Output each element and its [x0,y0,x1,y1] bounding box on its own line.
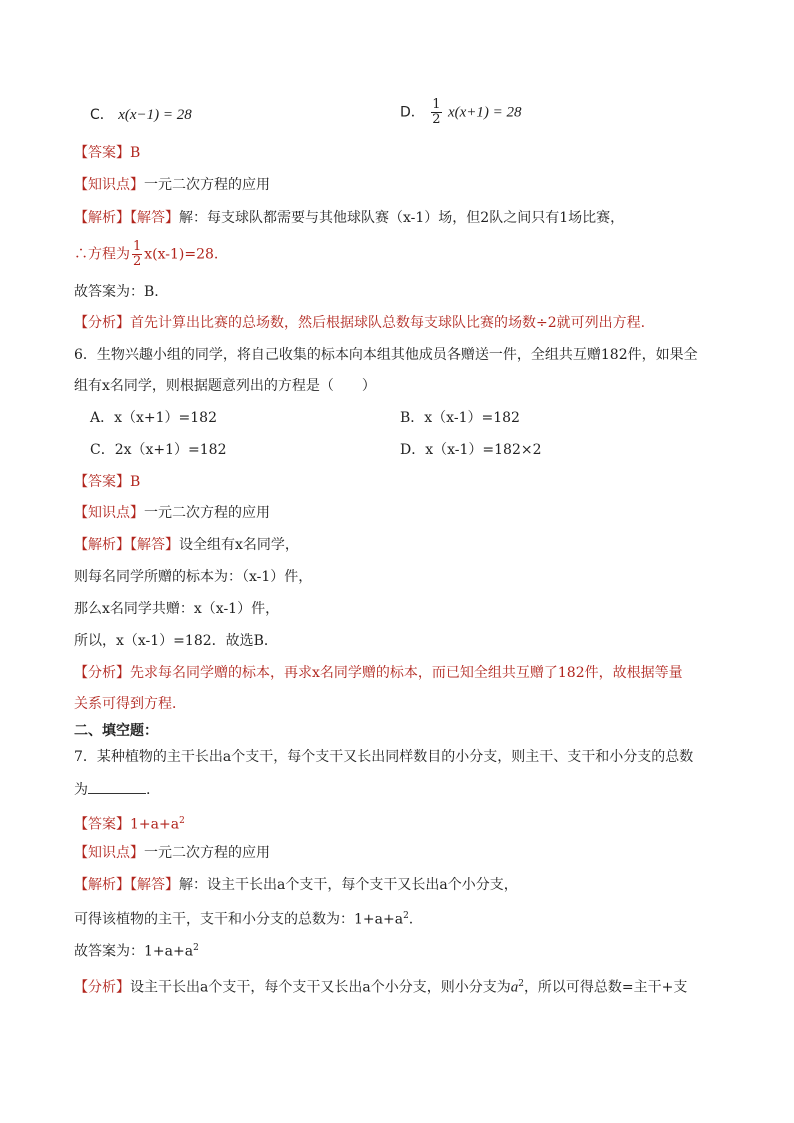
knowledge-tag: 【知识点】 [74,845,144,861]
summary-text: ，所以可得总数=主干+支 [523,979,688,996]
answer-value: 1+a+a [130,816,180,833]
stem-text: 7．某种植物的主干长出a个支干，每个支干又长出同样数目的小分支，则主干、支干和小分支的总数 [74,749,694,765]
analysis-tag: 【解析】【解答】 [74,877,179,893]
summary-text: 关系可得到方程． [74,696,186,712]
fraction [132,240,142,269]
option-text: A．x（x+1）=182 [90,410,217,426]
knowledge-tag: 【知识点】 [74,177,144,193]
q5-option-d [400,98,522,127]
answer-value: B [130,145,141,161]
q6-analysis-summary [74,663,683,683]
option-expression: x(x+1) = 28 [447,104,522,121]
analysis-text: 则每名同学所赠的标本为：（x-1）件， [74,569,313,585]
summary-tag: 【分析】 [74,665,130,681]
equation-body: x(x-1)=28. [144,246,219,263]
q6-stem-line1 [74,345,698,365]
frac-denominator: 2 [133,254,142,269]
superscript: 2 [403,911,409,921]
option-text: B．x（x-1）=182 [400,410,520,426]
summary-text: 首先计算出比赛的总场数，然后根据球队总数每支球队比赛的场数÷2就可列出方程. [130,315,646,331]
answer-value: B [130,474,141,490]
summary-tag: 【分析】 [74,979,130,996]
q7-analysis-summary [74,974,687,998]
stem-text: 组有x名同学，则根据题意列出的方程是（ ） [74,378,376,394]
q5-analysis-equation [74,240,218,269]
q7-stem-line2 [74,779,150,800]
summary-text: 设主干长出a个支干，每个支干又长出a个小分支，则小分支为 [130,979,511,996]
stem-text: . [146,782,151,798]
knowledge-tag: 【知识点】 [74,505,144,521]
q6-analysis-summary-line2 [74,694,186,714]
analysis-text: 所以，x（x-1）=182．故选B． [74,633,278,649]
superscript: 2 [518,979,524,989]
equation-prefix: ∴方程为 [74,246,130,263]
q6-option-a [90,408,217,428]
superscript: 2 [179,816,185,826]
frac-numerator: 1 [133,239,142,254]
analysis-tag: 【解析】【解答】 [74,537,179,553]
q6-option-c [90,440,227,460]
frac-denominator: 2 [432,112,441,127]
q6-analysis-line2 [74,567,312,587]
math-variable: a [510,979,519,996]
summary-text: 先求每名同学赠的标本，再求x名同学赠的标本，而已知全组共互赠了182件，故根据等量 [130,665,683,681]
option-letter: C． [90,107,114,123]
section-title: 二、填空题： [74,723,158,739]
q5-analysis-summary [74,313,645,333]
option-text: D．x（x-1）=182×2 [400,442,542,458]
analysis-text: 解：设主干长出a个支干，每个支干又长出a个小分支， [179,877,518,893]
option-expression: x(x−1) = 28 [118,107,192,123]
q6-analysis-line3 [74,599,279,619]
answer-tag: 【答案】 [74,145,130,161]
knowledge-text: 一元二次方程的应用 [144,845,270,861]
final-answer-text: 故答案为：B. [74,284,159,300]
q6-analysis-line4 [74,631,278,651]
q7-analysis-line2 [74,906,413,930]
fraction [431,98,441,127]
q6-stem-line2 [74,376,376,396]
q7-knowledge [74,843,270,863]
answer-tag: 【答案】 [74,474,130,490]
q5-knowledge [74,175,270,195]
q5-answer [74,143,140,163]
section-heading [74,721,158,741]
analysis-text: 可得该植物的主干，支干和小分支的总数为：1+a+a [74,911,404,928]
q6-analysis [74,535,299,555]
analysis-tag: 【解析】【解答】 [74,210,179,226]
stem-text: 6．生物兴趣小组的同学，将自己收集的标本向本组其他成员各赠送一件，全组共互赠182件，如果全 [74,347,698,363]
analysis-text: 那么x名同学共赠：x（x-1）件， [74,601,280,617]
superscript: 2 [193,943,199,953]
q5-analysis [74,208,624,228]
answer-tag: 【答案】 [74,816,130,833]
q6-option-d [400,440,542,460]
q7-answer [74,811,185,835]
option-letter: D． [400,104,425,121]
knowledge-text: 一元二次方程的应用 [144,505,270,521]
q6-answer [74,472,140,492]
knowledge-text: 一元二次方程的应用 [144,177,270,193]
q5-option-c [90,105,192,125]
option-text: C．2x（x+1）=182 [90,442,227,458]
summary-tag: 【分析】 [74,315,130,331]
analysis-text: . [408,911,414,928]
q5-final-answer [74,282,159,302]
frac-numerator: 1 [432,97,441,112]
final-answer-text: 故答案为：1+a+a [74,943,194,960]
q7-final-answer [74,938,199,962]
q6-knowledge [74,503,270,523]
stem-text: 为 [74,782,88,798]
analysis-text: 设全组有x名同学， [179,537,299,553]
analysis-text: 解：每支球队都需要与其他球队赛（x-1）场，但2队之间只有1场比赛， [179,210,625,226]
answer-blank[interactable] [88,779,146,794]
q7-stem-line1 [74,747,693,767]
q7-analysis [74,875,518,895]
q6-option-b [400,408,520,428]
